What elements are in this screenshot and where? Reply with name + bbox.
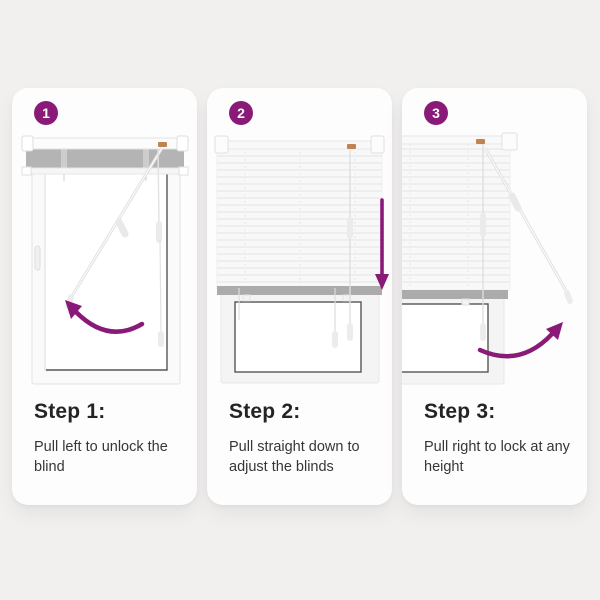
step-number-badge bbox=[229, 101, 253, 125]
blind-bottom-rail bbox=[217, 286, 382, 295]
window-handle bbox=[35, 246, 40, 270]
blind-illustration-step1 bbox=[12, 128, 197, 393]
step-description: Pull left to unlock the blind bbox=[34, 439, 168, 476]
cord-lock-clip bbox=[158, 142, 167, 147]
bracket-right bbox=[177, 136, 188, 151]
window-blinds-raised-cord-pulled-left bbox=[12, 128, 197, 393]
step-title: Step 1: bbox=[34, 400, 106, 423]
step-number: 2 bbox=[237, 105, 245, 121]
bracket-right bbox=[371, 136, 384, 153]
step-number-badge bbox=[34, 101, 58, 125]
cord-lock-clip bbox=[476, 139, 485, 144]
bracket-right bbox=[502, 133, 517, 150]
blind-lowered bbox=[215, 136, 384, 301]
bracket-left bbox=[22, 136, 33, 151]
step-cards-row bbox=[12, 88, 587, 505]
step-card-2 bbox=[207, 88, 392, 505]
step-number: 1 bbox=[42, 105, 50, 121]
cord-tassel bbox=[567, 293, 570, 301]
window-blinds-lowered-cord-pulled-right bbox=[402, 128, 587, 393]
step-number-badge bbox=[424, 101, 448, 125]
cord-wand bbox=[512, 196, 518, 208]
step-description: Pull straight down to adjust the blinds bbox=[229, 439, 360, 476]
open-window-glass bbox=[235, 302, 361, 372]
blind-illustration-step2 bbox=[207, 128, 392, 393]
blind-headrail bbox=[217, 141, 382, 149]
blind-bottom-rail bbox=[402, 290, 508, 299]
step-description: Pull right to lock at any height bbox=[424, 439, 570, 476]
cord-lock-clip bbox=[347, 144, 356, 149]
blind-illustration-step3 bbox=[402, 128, 587, 393]
blind-headrail bbox=[402, 136, 510, 144]
window-frame bbox=[402, 291, 504, 384]
bracket-left bbox=[215, 136, 228, 153]
step-number: 3 bbox=[432, 105, 440, 121]
blind-lowered bbox=[402, 133, 517, 305]
blind-headrail bbox=[22, 136, 188, 181]
step-title: Step 3: bbox=[424, 400, 496, 423]
step-title: Step 2: bbox=[229, 400, 301, 423]
step-card-3 bbox=[402, 88, 587, 505]
step-card-1 bbox=[12, 88, 197, 505]
window-blinds-lowered-cord-straight bbox=[207, 128, 392, 393]
open-window-glass bbox=[402, 304, 488, 372]
